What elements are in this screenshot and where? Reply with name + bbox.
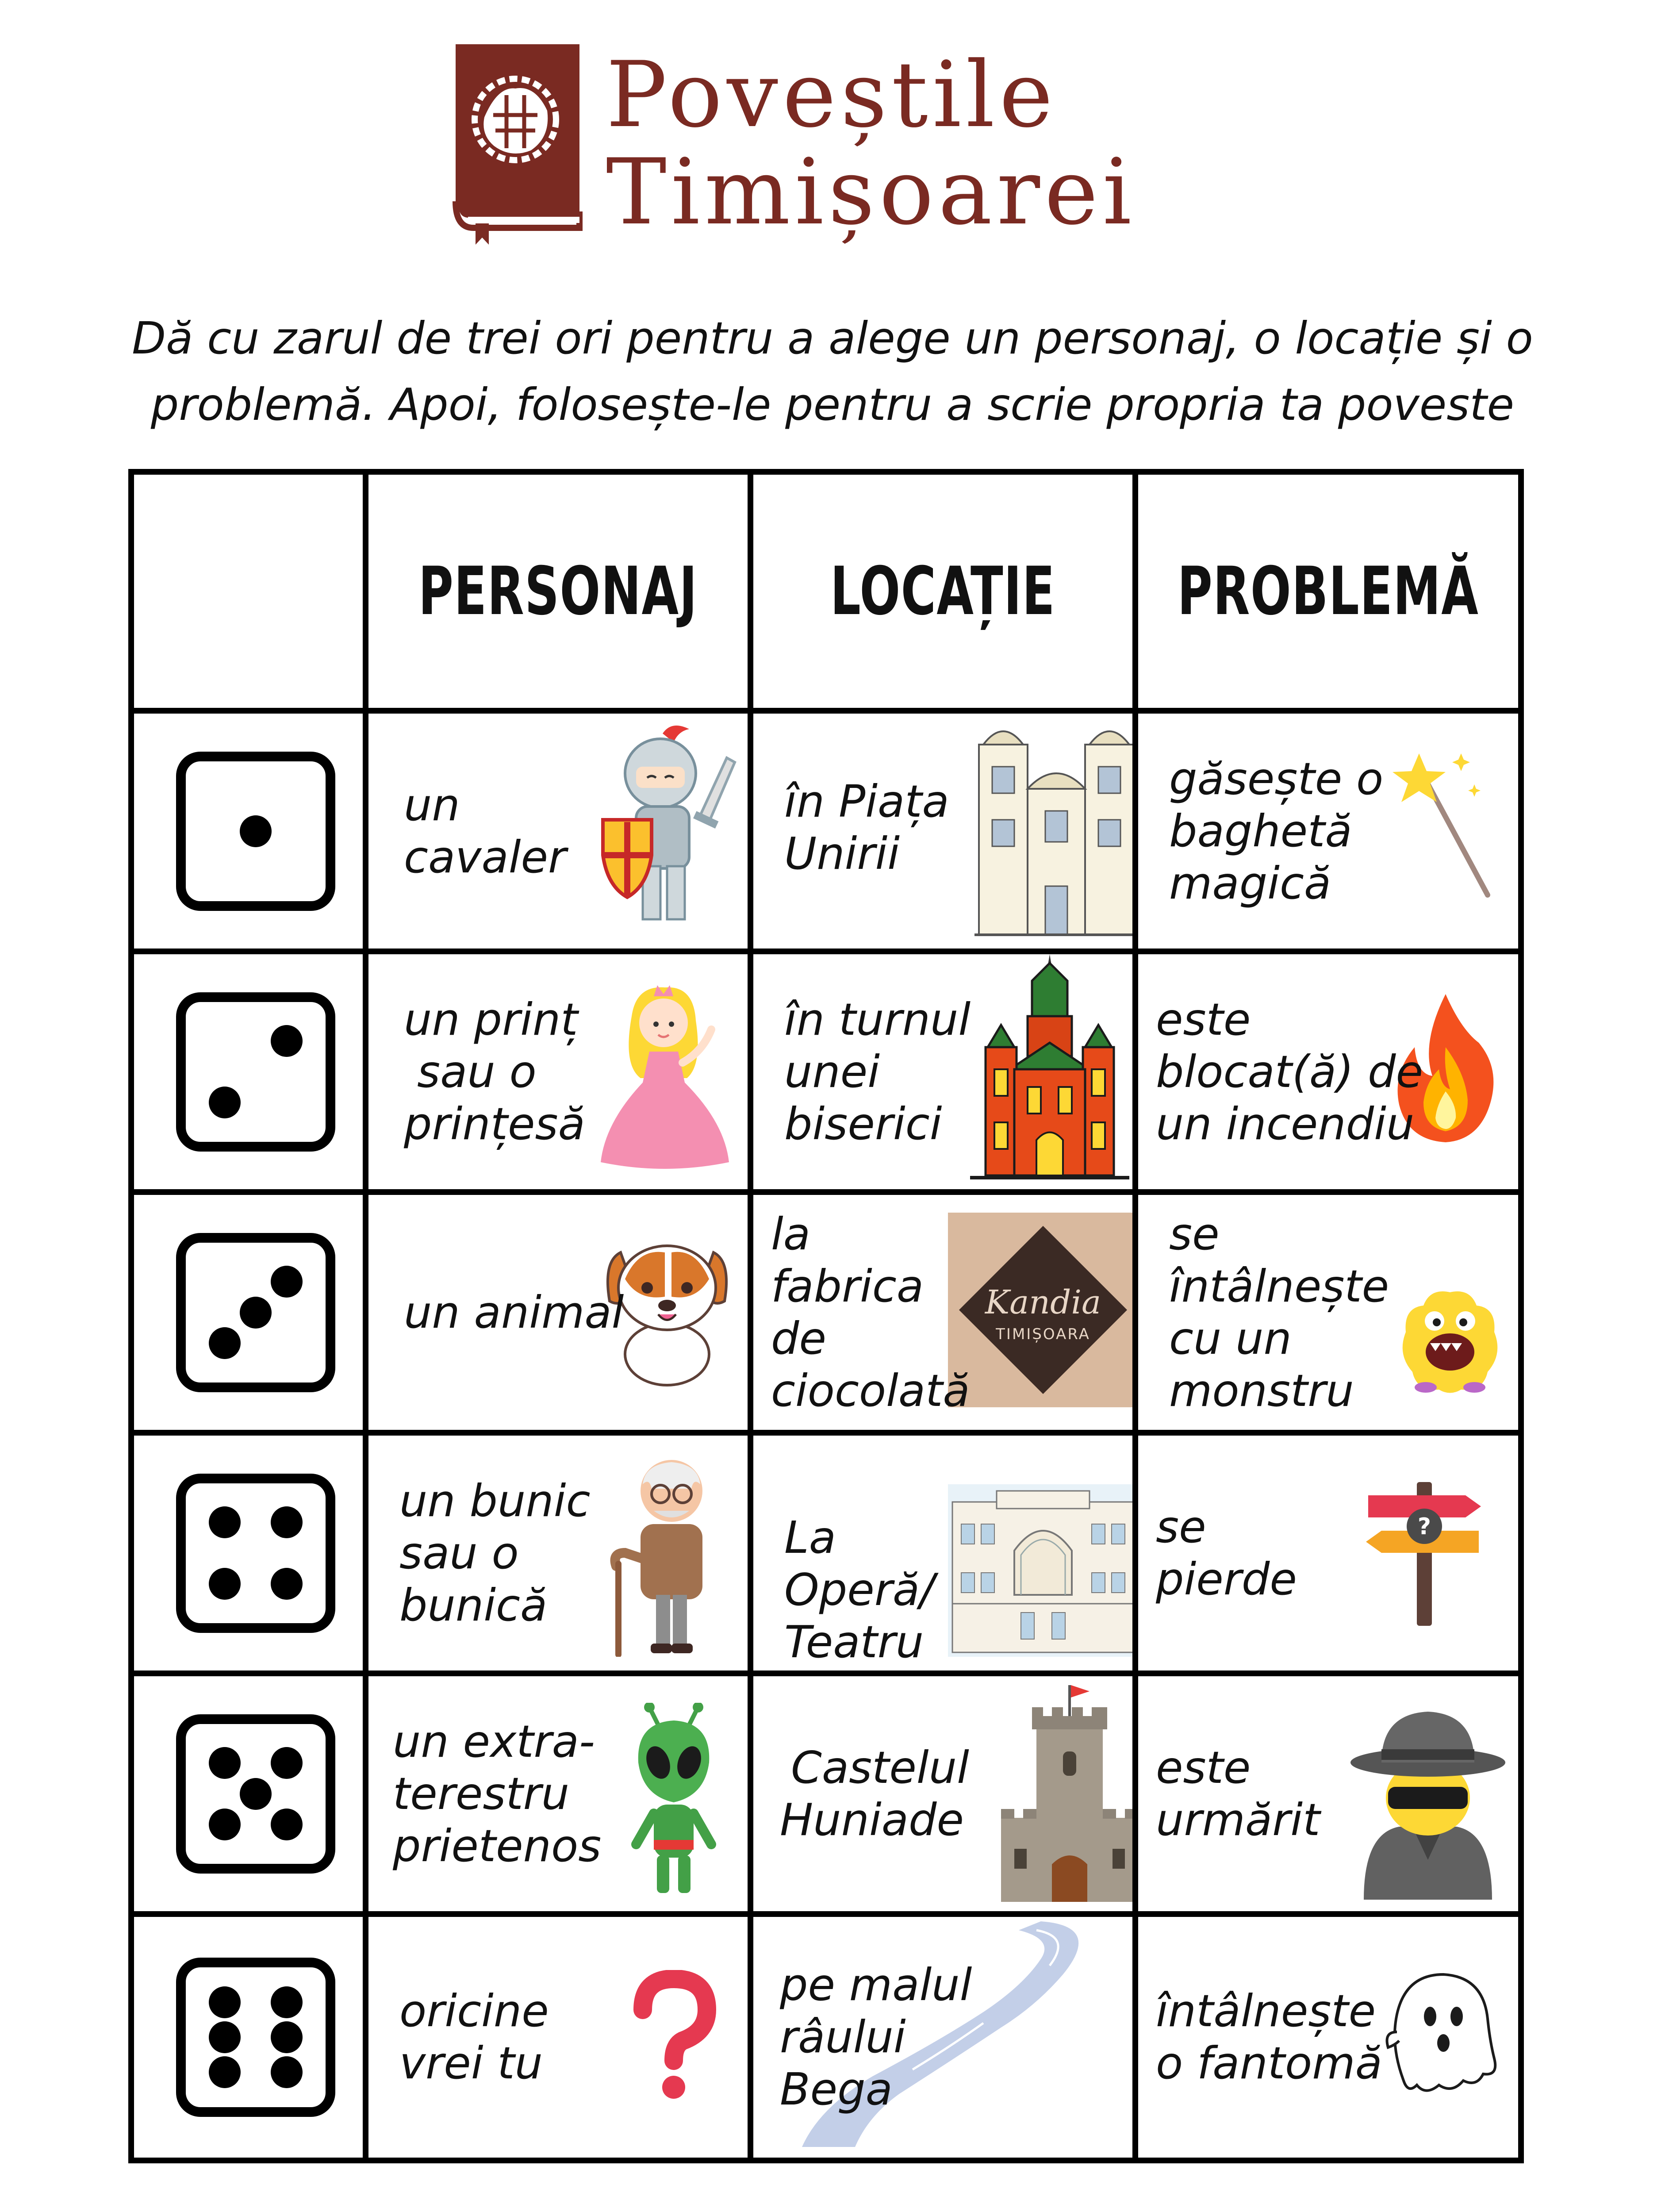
locatie-6-line: pe malul (780, 1959, 972, 2011)
problema-cell-1 (1138, 714, 1518, 954)
castle-tower-icon (1001, 1685, 1138, 1902)
problema-text-1 (1169, 714, 1383, 949)
princess-icon (592, 976, 738, 1175)
personaj-2-line: un prinț (404, 993, 578, 1045)
problema-3-line: monstru (1169, 1364, 1354, 1417)
personaj-5-line: terestru (393, 1767, 570, 1820)
opera-house-icon (948, 1484, 1138, 1657)
locatie-text-5 (780, 1676, 969, 1911)
problema-1-line: găsește o (1169, 753, 1384, 805)
personaj-cell-6 (368, 1917, 753, 2158)
knight-icon (594, 722, 740, 935)
problema-3-line: întâlnește (1169, 1260, 1389, 1312)
personaj-2-line: sau o (417, 1045, 537, 1098)
personaj-text-1 (404, 714, 566, 949)
instructions (88, 305, 1577, 438)
green-alien-icon (629, 1703, 718, 1897)
magic-wand-icon (1386, 745, 1501, 904)
ghost-icon (1377, 1966, 1501, 2098)
problema-6-line: întâlnește (1156, 1985, 1376, 2037)
story-dice-table (128, 469, 1524, 2163)
locatie-6-line: Bega (780, 2063, 893, 2115)
personaj-4-line: sau o (399, 1527, 519, 1579)
locatie-4-line: La (784, 1512, 836, 1563)
problema-4-line: se (1156, 1501, 1206, 1553)
kandia-logo-name: Kandia (985, 1283, 1101, 1321)
problema-3-line: se (1169, 1208, 1220, 1260)
locatie-cell-6 (753, 1917, 1138, 2158)
die-cell-2 (134, 954, 368, 1195)
personaj-cell-5 (368, 1676, 753, 1917)
kandia-chocolate-logo (948, 1213, 1138, 1407)
personaj-cell-2 (368, 954, 753, 1195)
kandia-logo-city: TIMIȘOARA (996, 1325, 1090, 1343)
personaj-text-2 (404, 954, 585, 1189)
problema-text-2 (1156, 954, 1423, 1189)
header-problema-label: PROBLEMĂ (1177, 553, 1479, 630)
locatie-2-line: unei (784, 1045, 880, 1098)
brand-title (606, 42, 1136, 245)
personaj-6-line: oricine (399, 1985, 549, 2037)
problema-cell-2 (1138, 954, 1518, 1195)
die-cell-6 (134, 1917, 368, 2158)
locatie-5-line: Huniade (780, 1793, 964, 1846)
locatie-text-4 (784, 1436, 935, 1671)
problema-cell-4 (1138, 1436, 1518, 1676)
die-face-3-icon (176, 1233, 335, 1392)
locatie-4-line: Teatru (784, 1616, 924, 1668)
question-mark-icon (625, 1970, 722, 2103)
personaj-5-line: un extra- (393, 1715, 595, 1767)
locatie-2-line: biserici (784, 1098, 942, 1150)
problema-text-5 (1156, 1676, 1320, 1911)
die-face-1-icon (176, 752, 335, 911)
personaj-5-line: prietenos (393, 1820, 602, 1872)
header-locatie-label: LOCAȚIE (830, 553, 1055, 630)
locatie-3-line: ciocolată (771, 1364, 970, 1417)
personaj-4-line: un bunic (399, 1475, 591, 1527)
yellow-monster-icon (1399, 1288, 1501, 1394)
problema-3-line: cu un (1169, 1312, 1292, 1364)
grandpa-icon (598, 1453, 731, 1657)
locatie-5-line: Castelul (791, 1741, 969, 1793)
corner-cell (134, 475, 368, 714)
die-cell-4 (134, 1436, 368, 1676)
personaj-3-line: un animal (404, 1286, 624, 1338)
locatie-text-2 (784, 954, 971, 1189)
brand-title-line2: Timișoarei (606, 140, 1136, 245)
problema-text-4 (1156, 1436, 1297, 1671)
die-cell-5 (134, 1676, 368, 1917)
personaj-text-3 (404, 1195, 624, 1430)
problema-text-3 (1169, 1195, 1389, 1430)
personaj-cell-3 (368, 1195, 753, 1436)
problema-cell-3 (1138, 1195, 1518, 1436)
die-cell-1 (134, 714, 368, 954)
personaj-cell-4 (368, 1436, 753, 1676)
die-face-6-icon (176, 1958, 335, 2117)
problema-1-line: baghetă (1169, 805, 1352, 857)
locatie-text-3 (771, 1195, 970, 1430)
locatie-cell-2 (753, 954, 1138, 1195)
locatie-text-6 (780, 1917, 972, 2158)
orthodox-church-icon (961, 954, 1138, 1184)
problema-cell-6 (1138, 1917, 1518, 2158)
locatie-6-line: râului (780, 2011, 906, 2063)
personaj-1-line: un (404, 779, 460, 831)
locatie-cell-5 (753, 1676, 1138, 1917)
personaj-2-line: prințesă (404, 1098, 585, 1150)
instructions-line2: problemă. Apoi, folosește-le pentru a scrie propria ta poveste (150, 379, 1515, 430)
brand-title-line1: Poveștile (606, 42, 1058, 148)
locatie-1-line: în Piața (784, 776, 949, 827)
locatie-text-1 (784, 714, 949, 949)
problema-5-line: urmărit (1156, 1793, 1320, 1846)
locatie-3-line: fabrica (771, 1260, 924, 1312)
personaj-6-line: vrei tu (399, 2037, 543, 2089)
problema-2-line: este (1156, 993, 1251, 1045)
die-face-5-icon (176, 1714, 335, 1874)
header-personaj (368, 475, 753, 714)
header-locatie (753, 475, 1138, 714)
problema-5-line: este (1156, 1741, 1251, 1793)
locatie-3-line: de (771, 1312, 826, 1364)
die-face-4-icon (176, 1474, 335, 1633)
personaj-cell-1 (368, 714, 753, 954)
problema-2-line: un incendiu (1156, 1098, 1415, 1150)
personaj-text-4 (399, 1436, 591, 1671)
die-face-2-icon (176, 992, 335, 1152)
header-problema (1138, 475, 1518, 714)
problema-6-line: o fantomă (1156, 2037, 1382, 2089)
problema-text-6 (1156, 1917, 1382, 2158)
problema-4-line: pierde (1156, 1553, 1297, 1605)
personaj-text-6 (399, 1917, 549, 2158)
signpost-question-icon (1359, 1478, 1488, 1628)
locatie-1-line: Unirii (784, 828, 900, 879)
personaj-4-line: bunică (399, 1579, 548, 1631)
header-personaj-label: PERSONAJ (418, 553, 698, 630)
spy-detective-icon (1346, 1701, 1510, 1900)
instructions-line1: Dă cu zarul de trei ori pentru a alege un personaj, o locație și o (132, 312, 1533, 364)
locatie-2-line: în turnul (784, 993, 971, 1045)
locatie-4-line: Operă/ (784, 1564, 935, 1616)
locatie-cell-4 (753, 1436, 1138, 1676)
locatie-cell-3 (753, 1195, 1138, 1436)
cathedral-icon (974, 718, 1138, 939)
book-with-city-emblem-icon (438, 38, 588, 246)
locatie-cell-1 (753, 714, 1138, 954)
locatie-3-line: la (771, 1208, 811, 1260)
problema-1-line: magică (1169, 857, 1331, 909)
svg-text:?: ? (1417, 1513, 1431, 1540)
personaj-text-5 (393, 1676, 601, 1911)
problema-2-line: blocat(ă) de (1156, 1045, 1423, 1098)
problema-cell-5 (1138, 1676, 1518, 1917)
personaj-1-line: cavaler (404, 831, 567, 883)
die-cell-3 (134, 1195, 368, 1436)
